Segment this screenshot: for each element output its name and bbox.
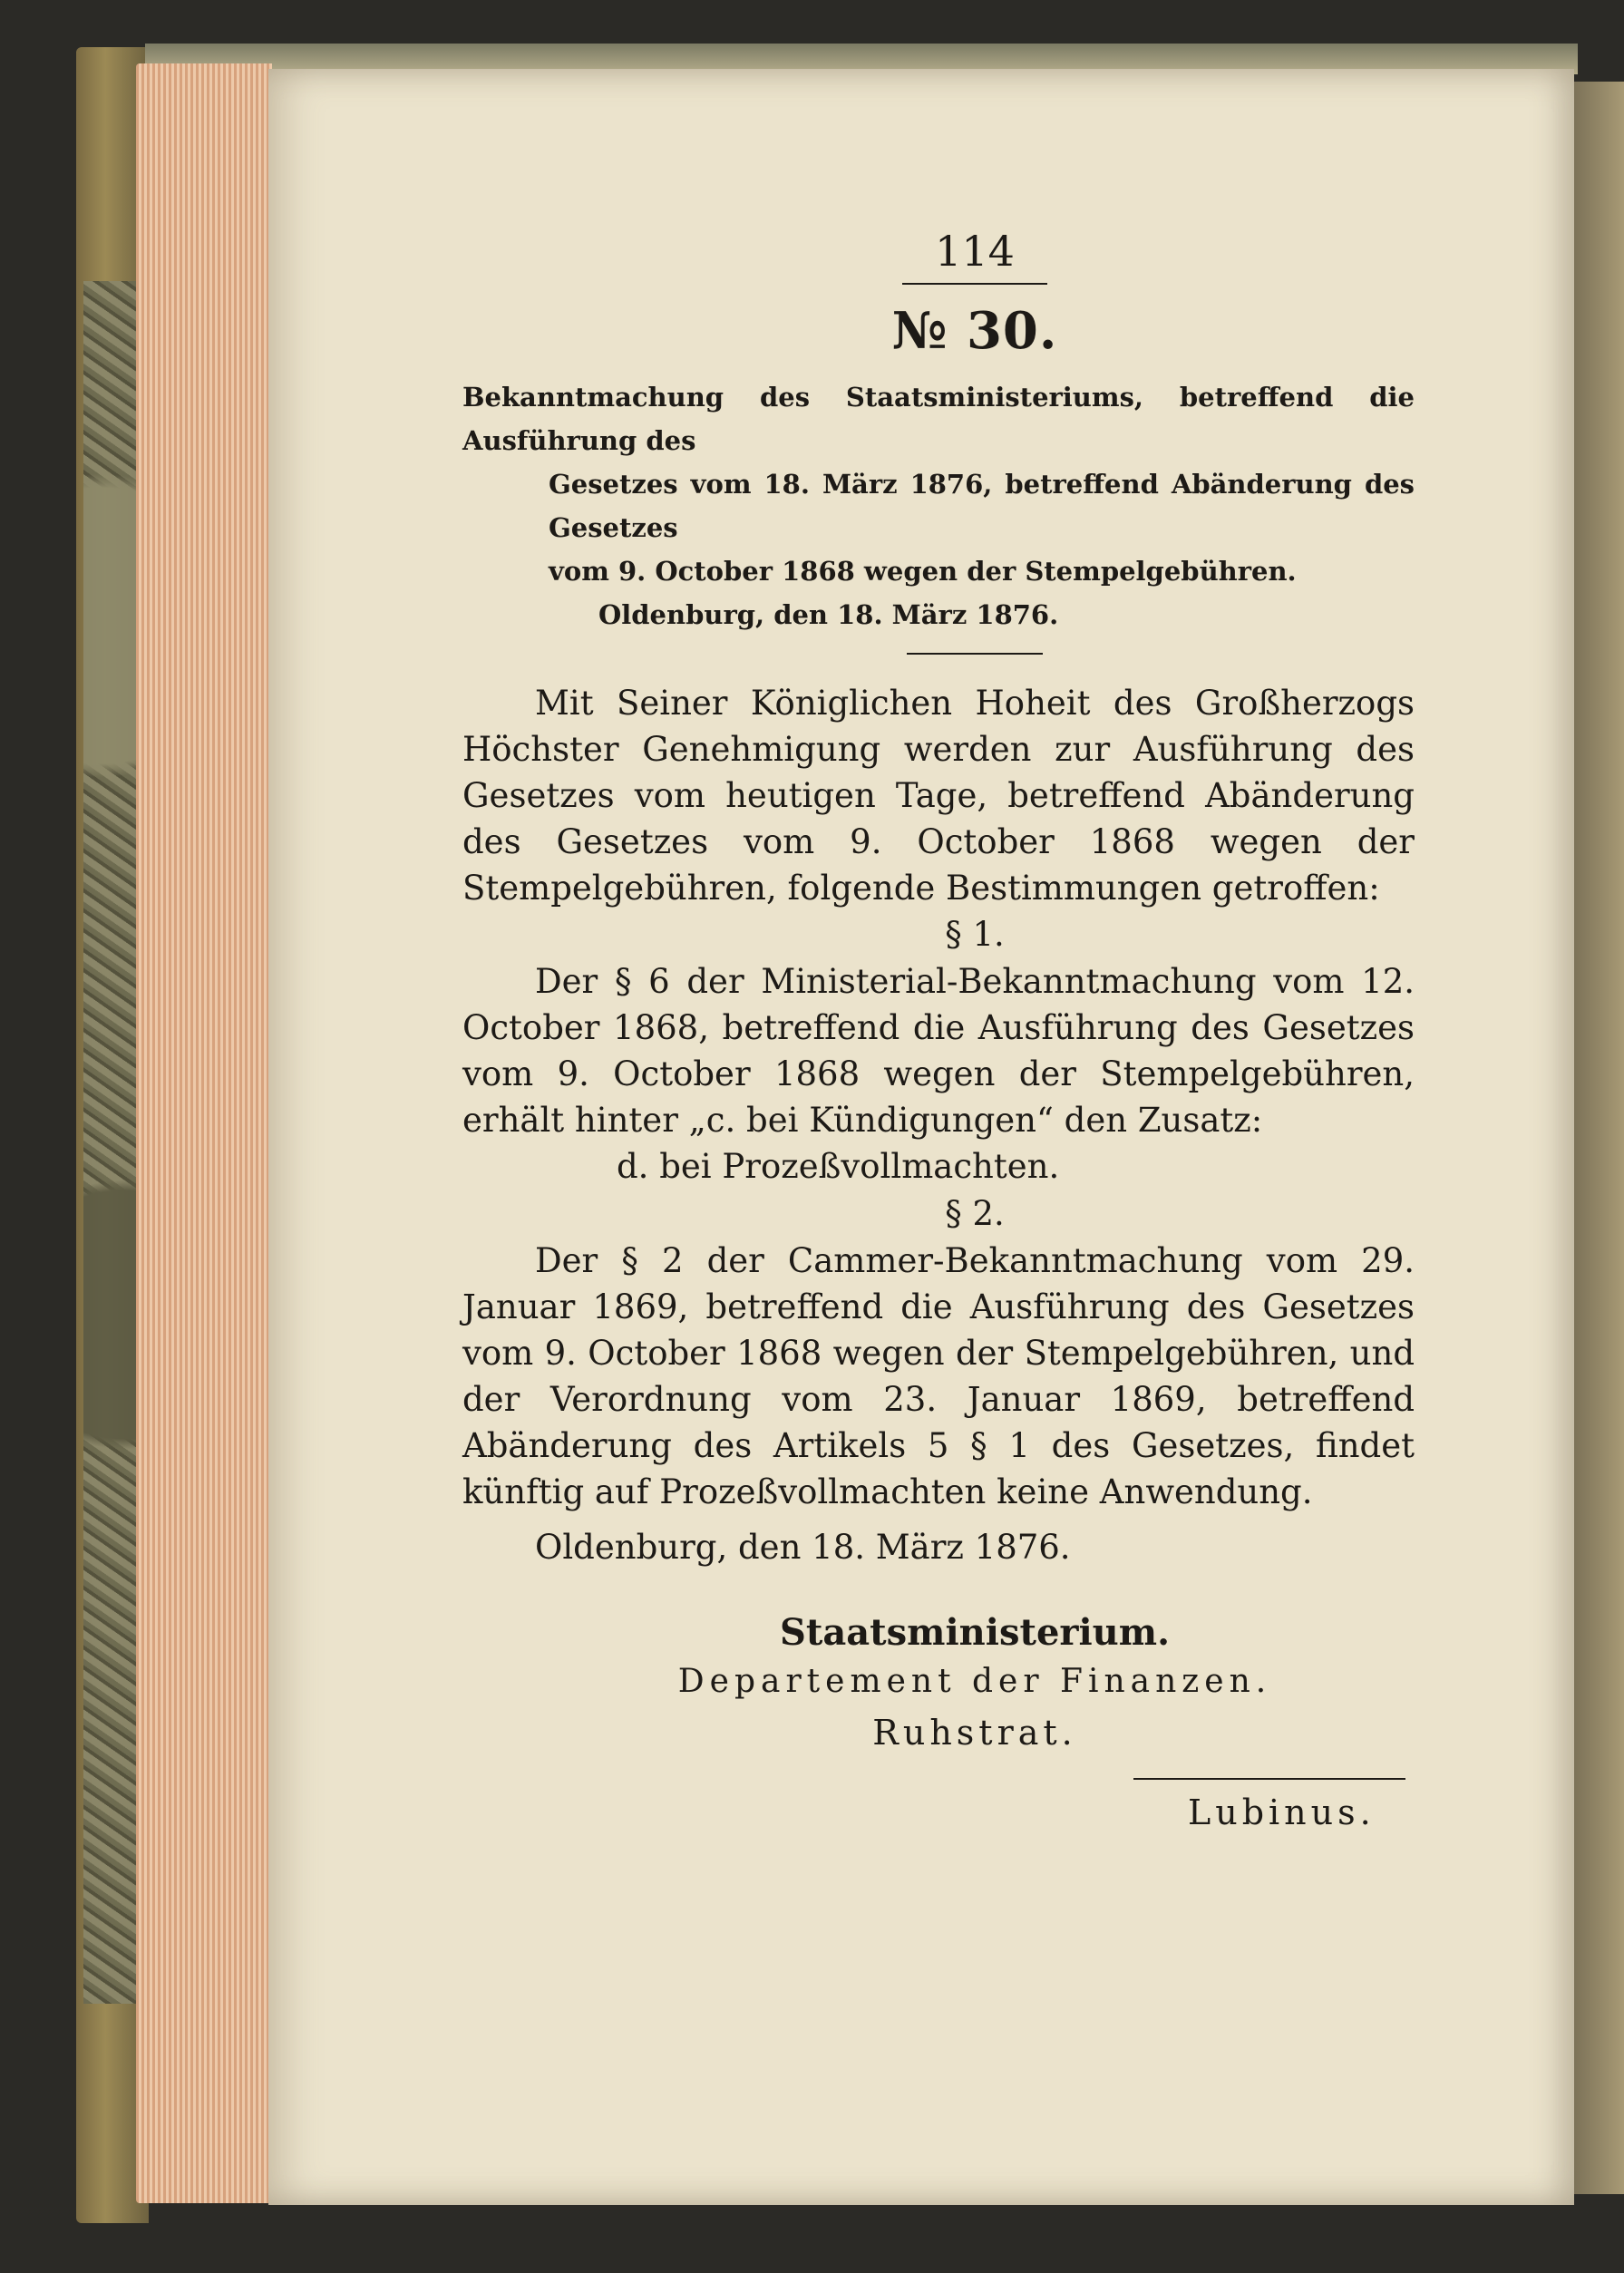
body-text — [462, 680, 1415, 1575]
document-number: № 30. — [891, 301, 1058, 361]
place-date: Oldenburg, den 18. März 1876. — [535, 1528, 1071, 1567]
department-name: Departement der Finanzen. — [677, 1663, 1272, 1700]
signatory-ruhstrat: Ruhstrat. — [872, 1713, 1077, 1753]
section-1-addition: d. bei Prozeßvollmachten. — [617, 1147, 1060, 1186]
heading-line: Gesetzes vom 18. März 1876, betreffend Abänderung des Gesetzes — [549, 469, 1415, 543]
book-right-edge — [1574, 82, 1624, 2194]
ministry-name: Staatsministerium. — [779, 1611, 1171, 1654]
page-number: 114 — [935, 227, 1015, 276]
heading-date-line: Oldenburg, den 18. März 1876. — [598, 599, 1059, 630]
page-edges — [136, 63, 272, 2203]
intro-paragraph: Mit Seiner Königlichen Hoheit des Großherzogs Höchster Genehmigung werden zur Ausführung des Gesetzes vom heutigen Tage, betreffend Abänderung des Gesetzes vom 9. October 1868 wegen der Stempelgebühren, folgende Bestimmungen getroffen: — [462, 684, 1415, 908]
document-heading — [462, 375, 1415, 636]
signature-rule — [1133, 1778, 1405, 1780]
page-content — [462, 227, 1415, 1832]
heading-line: Bekanntmachung des Staatsministeriums, betreffend die Ausführung des — [462, 382, 1415, 456]
section-1-text: Der § 6 der Ministerial-Bekanntmachung vom 12. October 1868, betreffend die Ausführung des Gesetzes vom 9. October 1868 wegen der Stempelgebühren, erhält hinter „c. bei Kündigungen“ den Zusatz: — [462, 962, 1415, 1140]
heading-rule — [907, 653, 1043, 655]
section-2-mark: § 2. — [945, 1194, 1005, 1233]
section-1-mark: § 1. — [945, 915, 1005, 954]
marbled-cover-pattern — [83, 281, 141, 2004]
section-2-text: Der § 2 der Cammer-Bekanntmachung vom 29. Januar 1869, betreffend die Ausführung des Gesetzes vom 9. October 1868 wegen der Stempelgebühren, und der Verordnung vom 23. Januar 1869, betreffend Abänderung des Artikels 5 § 1 des Gesetzes, findet künftig auf Prozeßvollmachten keine Anwendung. — [462, 1241, 1415, 1511]
header-rule — [902, 283, 1047, 285]
signatory-lubinus: Lubinus. — [1188, 1792, 1376, 1832]
heading-line: vom 9. October 1868 wegen der Stempelgebühren. — [549, 556, 1297, 587]
